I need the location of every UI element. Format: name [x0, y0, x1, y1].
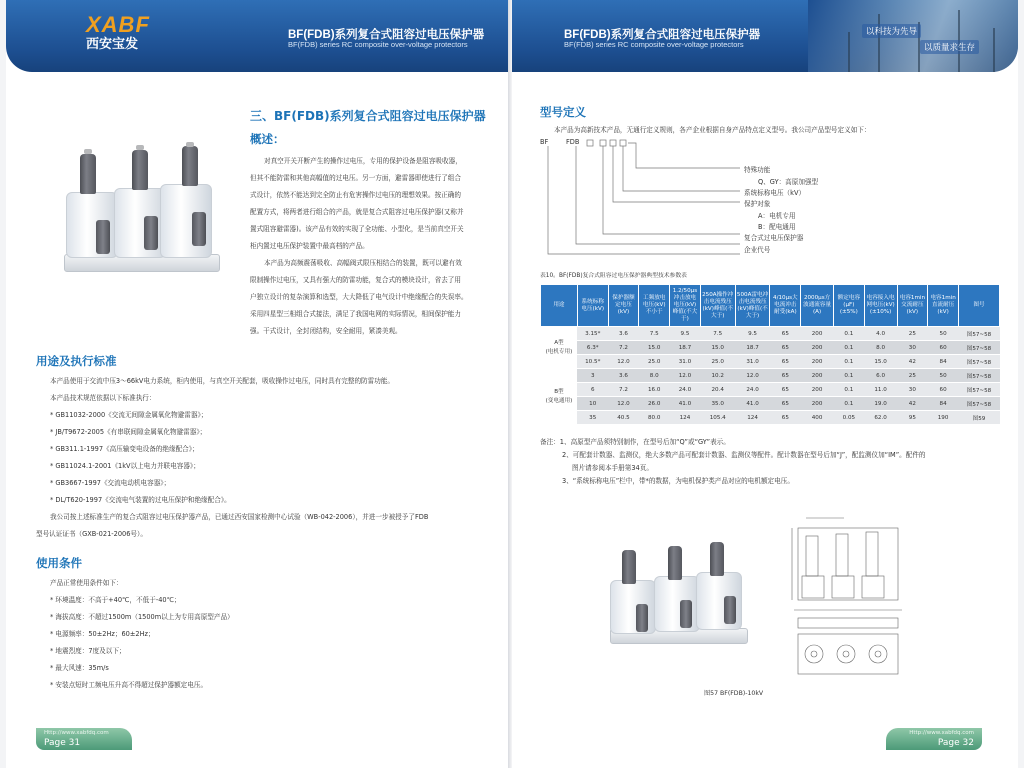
page-number: Page 31 — [44, 738, 81, 748]
header-title: BF(FDB)系列复合式阻容过电压保护器 — [288, 29, 485, 41]
page-32 — [512, 0, 1018, 768]
table-cell: 65 — [770, 369, 801, 383]
table-row — [541, 369, 1000, 383]
table-cell: 9.5 — [670, 327, 701, 341]
table-cell: 84 — [928, 397, 959, 411]
footer-left — [36, 728, 132, 750]
table-cell: 12.0 — [608, 355, 639, 369]
table-cell: 0.1 — [833, 369, 864, 383]
code-label-a: A：电机专用 — [758, 212, 796, 220]
product-photo-2 — [606, 542, 756, 652]
table-cell: 95 — [897, 411, 928, 425]
column-header: 1.2/50μs冲击放电电压(kV)峰值(不大于) — [670, 285, 701, 327]
table-cell: 11.0 — [864, 383, 897, 397]
table-cell: 16.0 — [639, 383, 670, 397]
table-cell: 24.0 — [670, 383, 701, 397]
table-cell: 65 — [770, 355, 801, 369]
table-row — [541, 355, 1000, 369]
table-cell: 31.0 — [735, 355, 770, 369]
table-cell: 0.1 — [833, 341, 864, 355]
table-cell: 15.0 — [639, 341, 670, 355]
table-cell: 19.0 — [864, 397, 897, 411]
table-cell: 190 — [928, 411, 959, 425]
code-prefix: BF — [540, 138, 549, 146]
code-label-b: B：配电通用 — [758, 223, 796, 231]
table-cell: 200 — [801, 383, 834, 397]
usage-text: 本产品使用于交流中压3～66kV电力系统，柜内使用，与真空开关配套，吸收操作过电压，同时具有完整的防雷功能。 本产品技术规范依据以下标准执行： * GB11032-2000《交流无间隙金属氧化物避雷器》； * JB/T9672-2005《有串联间隙金属氧化物避雷器》； * GB311.1-1997《高压输变电设备的绝缘配合》； * GB11024.1-2001《1kV以上电力并联电容器》； * GB3667-1997《交流电动机电容器》； * DL/T620-1997《交流电气装置的过电压保护和绝缘配合》。 我公司按上述标准生产的复合式阻容过电压保护器产品，已通过西安国家检测中心试验（WB-042-2006），并进一步被授予了FDB 型号认证证书（GXB-021-2006号）。 — [36, 377, 429, 538]
table-cell: 25 — [897, 369, 928, 383]
footer-url[interactable]: Http://www.xabfdq.com — [909, 730, 974, 736]
column-header: 额定电容(μF)(±5%) — [833, 285, 864, 327]
table-cell: 7.2 — [608, 383, 639, 397]
table-cell: 42 — [897, 355, 928, 369]
table-header-row — [541, 285, 1000, 327]
table-cell: 0.1 — [833, 383, 864, 397]
table-cell: 25.0 — [700, 355, 735, 369]
table-cell: 0.1 — [833, 397, 864, 411]
logo-text: XABF — [86, 12, 150, 37]
product-photo — [58, 142, 228, 282]
table-cell: 7.5 — [639, 327, 670, 341]
dimension-drawing — [784, 514, 914, 684]
column-header: 4/10μs大电流冲击耐受(kA) — [770, 285, 801, 327]
model-intro: 本产品为高新技术产品，无通行定义规则，各产企业根据自身产品特点定义型号。我公司产品型号定义如下： — [554, 126, 871, 134]
table-cell: 10.5* — [577, 355, 608, 369]
table-cell: 20.4 — [700, 383, 735, 397]
column-header: 2000μs方波通流容量(A) — [801, 285, 834, 327]
table-cell: 图57~58 — [958, 397, 999, 411]
code-mid: FDB — [566, 138, 580, 146]
code-label-object: 保护对象 — [744, 200, 771, 208]
footer-url[interactable]: Http://www.xabfdq.com — [44, 730, 109, 736]
column-header: 工频放电电压(kV)不小于 — [639, 285, 670, 327]
table-cell: 105.4 — [700, 411, 735, 425]
footer-right — [886, 728, 982, 750]
table-cell: 12.0 — [608, 397, 639, 411]
table-cell: 18.7 — [670, 341, 701, 355]
column-header: 250A操作冲击电流残压(kV)峰值(不大于) — [700, 285, 735, 327]
column-header: 电容接入电网电压(kV)(±10%) — [864, 285, 897, 327]
use-cell: B型 (变电通用) — [541, 369, 578, 425]
column-header: 用途 — [541, 285, 578, 327]
header-subtitle: BF(FDB) series RC composite over-voltage protectors — [288, 40, 468, 49]
table-cell: 35.0 — [700, 397, 735, 411]
table-cell: 6.3* — [577, 341, 608, 355]
code-label-composite: 复合式过电压保护器 — [744, 234, 804, 242]
table-cell: 60 — [928, 383, 959, 397]
table-cell: 124 — [670, 411, 701, 425]
table-cell: 0.1 — [833, 327, 864, 341]
table-cell: 25.0 — [639, 355, 670, 369]
table-cell: 35 — [577, 411, 608, 425]
table-cell: 41.0 — [670, 397, 701, 411]
table-cell: 200 — [801, 355, 834, 369]
table-row — [541, 327, 1000, 341]
table-cell: 8.0 — [864, 341, 897, 355]
table-cell: 65 — [770, 327, 801, 341]
company-logo — [86, 14, 156, 64]
table-cell: 4.0 — [864, 327, 897, 341]
table-cell: 62.0 — [864, 411, 897, 425]
table-cell: 200 — [801, 369, 834, 383]
overview-heading: 概述： — [250, 132, 285, 146]
header-band — [6, 0, 512, 72]
table-cell: 30 — [897, 383, 928, 397]
column-header: 电容1min直流耐压(kV) — [928, 285, 959, 327]
table-cell: 15.0 — [700, 341, 735, 355]
table-cell: 3 — [577, 369, 608, 383]
table-cell: 10.2 — [700, 369, 735, 383]
table-cell: 15.0 — [864, 355, 897, 369]
table-cell: 10 — [577, 397, 608, 411]
table-row — [541, 383, 1000, 397]
table-cell: 65 — [770, 383, 801, 397]
header-subtitle: BF(FDB) series RC composite over-voltage protectors — [564, 40, 744, 49]
table-cell: 6.0 — [864, 369, 897, 383]
table-cell: 图57~58 — [958, 327, 999, 341]
header-title: BF(FDB)系列复合式阻容过电压保护器 — [564, 29, 761, 41]
overview-text: 对真空开关开断产生的操作过电压，专用的保护设备是阻容吸收器， 但其不能防雷和其他高幅值的过电压。另一方面，避雷器即使进行了组合 式设计，依然不能达到完全防止有危害操作过电压的理想效果。按正确的 配置方式，将两者进行组合的产品，就是复合式阻容过电压保护器(又称并 置式阻容避雷器)。该产品有效的实现了全功能、小型化，是当前真空开关 柜内置过电压保护装置中最高档的产品。 本产品为高频震荡吸收、高幅阀式限压相结合的装置，既可以避有效 限制操作过电压，又具有强大的防雷功能，复合式的模块设计，省去了用 户独立设计的复杂演算和选型，大大降低了电气设计中绝缘配合的失误率。 采用四星型三相组合式接法，满足了我国电网的实际情况，相间保护能力 强。干式设计，全封闭结构，安全耐用，紧凑美观。 — [250, 157, 468, 335]
table-cell: 3.6 — [608, 327, 639, 341]
use-cell: A型 (电机专用) — [541, 327, 578, 369]
table-cell: 124 — [735, 411, 770, 425]
table-cell: 30 — [897, 341, 928, 355]
table-cell: 12.0 — [670, 369, 701, 383]
table-cell: 80.0 — [639, 411, 670, 425]
table-cell: 3.6 — [608, 369, 639, 383]
conditions-heading: 使用条件 — [36, 556, 82, 570]
table-cell: 图57~58 — [958, 369, 999, 383]
table-cell: 26.0 — [639, 397, 670, 411]
table-cell: 图57~58 — [958, 355, 999, 369]
table-cell: 400 — [801, 411, 834, 425]
table-row — [541, 341, 1000, 355]
table-row — [541, 411, 1000, 425]
usage-heading: 用途及执行标准 — [36, 354, 117, 368]
table-cell: 60 — [928, 341, 959, 355]
notes: 备注：1、高原型产品须特别制作，在型号后加“Q”或“GY”表示。 2、可配套计数器、监测仪，绝大多数产品可配套计数器、监测仪等配件。配计数器在型号后加“J”，配监测仪加“IM”。配件的 图片请参阅本手册第34页。 3、“系统标称电压”栏中，带*的数据，为电机保护类产品对应的电机额定电压。 — [540, 438, 926, 485]
header-band — [512, 0, 1018, 72]
table-cell: 18.7 — [735, 341, 770, 355]
table-cell: 25 — [897, 327, 928, 341]
table-cell: 65 — [770, 341, 801, 355]
code-label-special: 特殊功能 — [744, 166, 771, 174]
table-cell: 图57~58 — [958, 341, 999, 355]
section-title: 三、BF(FDB)系列复合式阻容过电压保护器 — [250, 109, 486, 123]
slogan-1: 以科技为先导 — [862, 24, 921, 38]
column-header: 保护器额定电压(kV) — [608, 285, 639, 327]
table-cell: 65 — [770, 397, 801, 411]
code-label-plateau: Q、GY：高原加强型 — [758, 178, 819, 186]
page-number: Page 32 — [937, 738, 974, 748]
table-cell: 0.1 — [833, 355, 864, 369]
code-label-voltage: 系统标称电压（kV） — [744, 189, 806, 197]
table-cell: 12.0 — [735, 369, 770, 383]
table-cell: 图59 — [958, 411, 999, 425]
table-cell: 24.0 — [735, 383, 770, 397]
table-cell: 7.5 — [700, 327, 735, 341]
table-cell: 84 — [928, 355, 959, 369]
table-cell: 0.05 — [833, 411, 864, 425]
column-header: 系统标称电压(kV) — [577, 285, 608, 327]
logo-cn: 西安宝发 — [86, 37, 139, 52]
table-cell: 40.5 — [608, 411, 639, 425]
figure-caption: 图57 BF(FDB)-10kV — [704, 690, 764, 697]
slogan-2: 以质量求生存 — [920, 40, 979, 54]
table-cell: 9.5 — [735, 327, 770, 341]
table-cell: 7.2 — [608, 341, 639, 355]
table-cell: 65 — [770, 411, 801, 425]
table-cell: 图57~58 — [958, 383, 999, 397]
table-cell: 8.0 — [639, 369, 670, 383]
table-row — [541, 397, 1000, 411]
table-cell: 50 — [928, 327, 959, 341]
column-header: 图号 — [958, 285, 999, 327]
table-cell: 200 — [801, 341, 834, 355]
table-cell: 3.15* — [577, 327, 608, 341]
table-cell: 200 — [801, 397, 834, 411]
table-cell: 31.0 — [670, 355, 701, 369]
model-heading: 型号定义 — [540, 105, 586, 119]
table-cell: 42 — [897, 397, 928, 411]
table-cell: 6 — [577, 383, 608, 397]
code-label-company: 企业代号 — [744, 246, 771, 254]
conditions-text: 产品正常使用条件如下： * 环境温度：不高于+40℃，不低于-40℃； * 海拔高度：不超过1500m（1500m以上为专用高原型产品） * 电源频率：50±2Hz；60±2Hz； * 地震烈度：7度及以下； * 最大风速：35m/s * 安装点短时工频电压升高不得超过保护器额定电压。 — [50, 579, 234, 689]
page-31 — [6, 0, 512, 768]
table-caption: 表10。BF(FDB)复合式阻容过电压保护器典型技术参数表 — [540, 273, 687, 279]
column-header: 电容1min交流耐压(kV) — [897, 285, 928, 327]
table-cell: 41.0 — [735, 397, 770, 411]
column-header: 500A雷电冲击电流残压(kV)峰值(不大于) — [735, 285, 770, 327]
spec-table — [540, 284, 1000, 425]
table-cell: 50 — [928, 369, 959, 383]
table-cell: 200 — [801, 327, 834, 341]
